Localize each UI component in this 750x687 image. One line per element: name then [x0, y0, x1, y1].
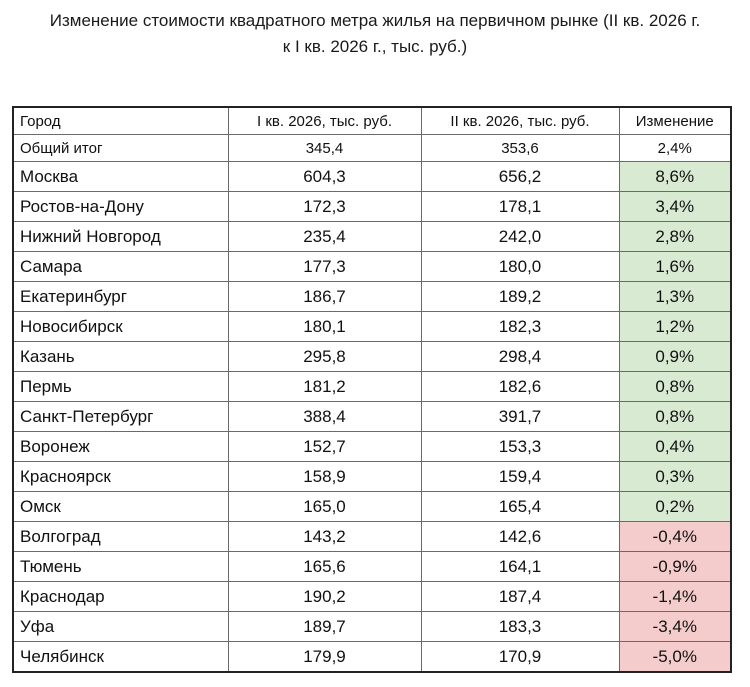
q2-value-cell: 189,2 — [421, 282, 619, 312]
q2-value-cell: 187,4 — [421, 582, 619, 612]
table-row — [13, 402, 731, 432]
change-cell: -0,4% — [619, 522, 731, 552]
total-q1-cell: 345,4 — [228, 135, 421, 162]
table-row — [13, 432, 731, 462]
change-cell: -5,0% — [619, 642, 731, 673]
q2-value-cell: 391,7 — [421, 402, 619, 432]
q1-value-cell: 181,2 — [228, 372, 421, 402]
q2-value-cell: 170,9 — [421, 642, 619, 673]
total-change-cell: 2,4% — [619, 135, 731, 162]
table-row — [13, 522, 731, 552]
table-row — [13, 612, 731, 642]
q1-value-cell: 177,3 — [228, 252, 421, 282]
table-row — [13, 642, 731, 673]
q1-value-cell: 158,9 — [228, 462, 421, 492]
chart-title-line-1: Изменение стоимости квадратного метра жилья на первичном рынке (II кв. 2026 г. — [49, 11, 701, 30]
city-cell: Санкт-Петербург — [13, 402, 228, 432]
city-cell: Пермь — [13, 372, 228, 402]
q1-value-cell: 172,3 — [228, 192, 421, 222]
city-cell: Уфа — [13, 612, 228, 642]
table-row — [13, 162, 731, 192]
q2-value-cell: 178,1 — [421, 192, 619, 222]
city-cell: Екатеринбург — [13, 282, 228, 312]
price-table — [12, 106, 732, 673]
table-row — [13, 582, 731, 612]
city-cell: Ростов-на-Дону — [13, 192, 228, 222]
q1-value-cell: 604,3 — [228, 162, 421, 192]
q1-value-cell: 165,0 — [228, 492, 421, 522]
change-cell: -3,4% — [619, 612, 731, 642]
table-row — [13, 492, 731, 522]
column-header-city: Город — [13, 107, 228, 135]
q1-value-cell: 152,7 — [228, 432, 421, 462]
q2-value-cell: 656,2 — [421, 162, 619, 192]
q1-value-cell: 235,4 — [228, 222, 421, 252]
q2-value-cell: 180,0 — [421, 252, 619, 282]
q1-value-cell: 295,8 — [228, 342, 421, 372]
q1-value-cell: 388,4 — [228, 402, 421, 432]
change-cell: 0,4% — [619, 432, 731, 462]
change-cell: 2,8% — [619, 222, 731, 252]
change-cell: 0,8% — [619, 402, 731, 432]
q2-value-cell: 164,1 — [421, 552, 619, 582]
q2-value-cell: 159,4 — [421, 462, 619, 492]
q1-value-cell: 190,2 — [228, 582, 421, 612]
q1-value-cell: 186,7 — [228, 282, 421, 312]
city-cell: Москва — [13, 162, 228, 192]
table-row — [13, 192, 731, 222]
table-body — [13, 135, 731, 673]
q1-value-cell: 179,9 — [228, 642, 421, 673]
city-cell: Нижний Новгород — [13, 222, 228, 252]
change-cell: 3,4% — [619, 192, 731, 222]
change-cell: 1,2% — [619, 312, 731, 342]
city-cell: Омск — [13, 492, 228, 522]
table-header-row — [13, 107, 731, 135]
city-cell: Воронеж — [13, 432, 228, 462]
q2-value-cell: 242,0 — [421, 222, 619, 252]
q2-value-cell: 153,3 — [421, 432, 619, 462]
city-cell: Волгоград — [13, 522, 228, 552]
q2-value-cell: 182,3 — [421, 312, 619, 342]
change-cell: 8,6% — [619, 162, 731, 192]
change-cell: 0,3% — [619, 462, 731, 492]
change-cell: 1,3% — [619, 282, 731, 312]
total-q2-cell: 353,6 — [421, 135, 619, 162]
q2-value-cell: 142,6 — [421, 522, 619, 552]
change-cell: 1,6% — [619, 252, 731, 282]
change-cell: -0,9% — [619, 552, 731, 582]
q2-value-cell: 183,3 — [421, 612, 619, 642]
city-cell: Красноярск — [13, 462, 228, 492]
chart-title-line-2: к I кв. 2026 г., тыс. руб.) — [282, 37, 468, 56]
table-row — [13, 552, 731, 582]
total-row — [13, 135, 731, 162]
city-cell: Челябинск — [13, 642, 228, 673]
city-cell: Новосибирск — [13, 312, 228, 342]
city-cell: Краснодар — [13, 582, 228, 612]
table-row — [13, 372, 731, 402]
q1-value-cell: 165,6 — [228, 552, 421, 582]
q1-value-cell: 143,2 — [228, 522, 421, 552]
q2-value-cell: 165,4 — [421, 492, 619, 522]
table-row — [13, 252, 731, 282]
table-row — [13, 312, 731, 342]
column-header-change: Изменение — [619, 107, 731, 135]
table-row — [13, 222, 731, 252]
city-cell: Самара — [13, 252, 228, 282]
city-cell: Казань — [13, 342, 228, 372]
change-cell: 0,8% — [619, 372, 731, 402]
change-cell: 0,2% — [619, 492, 731, 522]
change-cell: -1,4% — [619, 582, 731, 612]
table-row — [13, 462, 731, 492]
column-header-q2: II кв. 2026, тыс. руб. — [421, 107, 619, 135]
q1-value-cell: 189,7 — [228, 612, 421, 642]
q2-value-cell: 298,4 — [421, 342, 619, 372]
city-cell: Тюмень — [13, 552, 228, 582]
table-row — [13, 282, 731, 312]
change-cell: 0,9% — [619, 342, 731, 372]
q2-value-cell: 182,6 — [421, 372, 619, 402]
column-header-q1: I кв. 2026, тыс. руб. — [228, 107, 421, 135]
total-city-cell: Общий итог — [13, 135, 228, 162]
q1-value-cell: 180,1 — [228, 312, 421, 342]
table-row — [13, 342, 731, 372]
chart-title — [0, 8, 750, 60]
